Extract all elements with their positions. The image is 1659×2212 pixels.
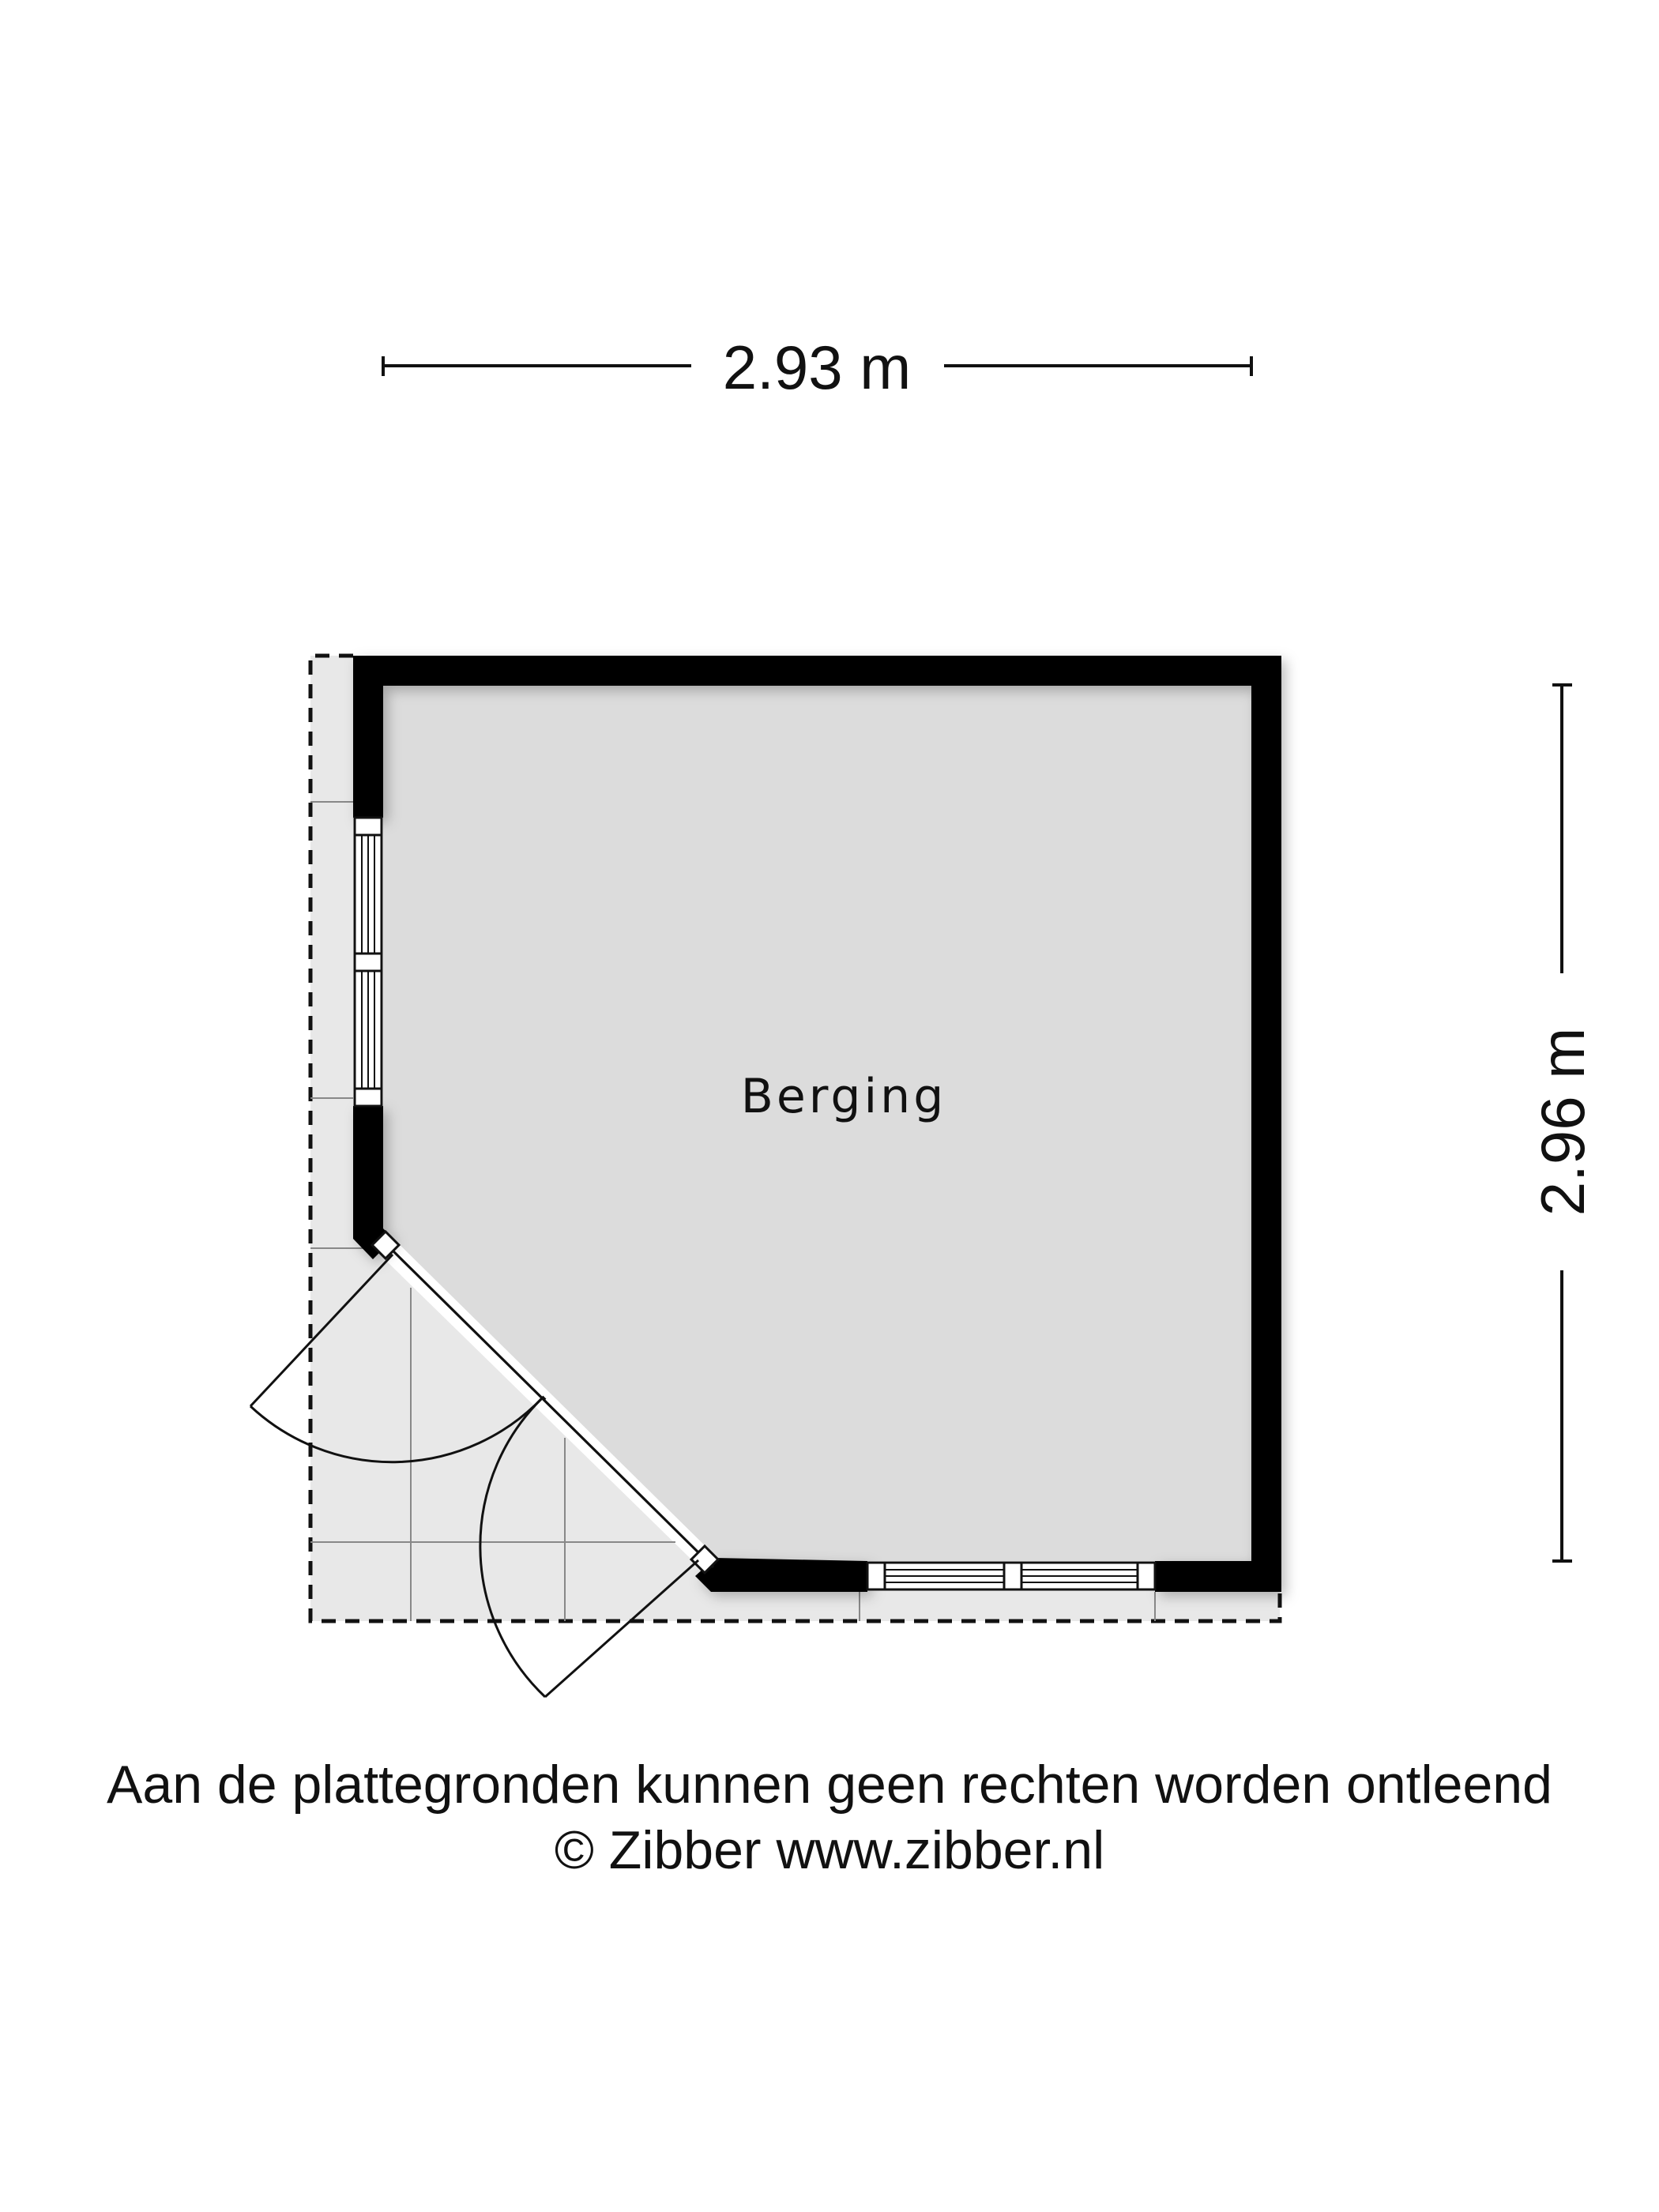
wall-bottom-left — [695, 1558, 867, 1592]
window-bottom — [867, 1563, 1155, 1589]
room-label-berging: Berging — [740, 1069, 947, 1124]
width-dimension — [383, 333, 1251, 402]
wall-left-lower — [353, 1106, 383, 1228]
height-dimension — [1528, 685, 1597, 1561]
copyright-text: © Zibber www.zibber.nl — [554, 1820, 1105, 1880]
height-label: 2.96 m — [1528, 1027, 1597, 1217]
window-left — [355, 818, 382, 1106]
wall-bottom-right — [1155, 1561, 1281, 1592]
disclaimer-text: Aan de plattegronden kunnen geen rechten worden ontleend — [107, 1755, 1552, 1815]
wall-top — [353, 656, 1281, 686]
width-label: 2.93 m — [722, 333, 912, 402]
wall-left-upper — [353, 656, 383, 818]
wall-right — [1251, 656, 1281, 1592]
